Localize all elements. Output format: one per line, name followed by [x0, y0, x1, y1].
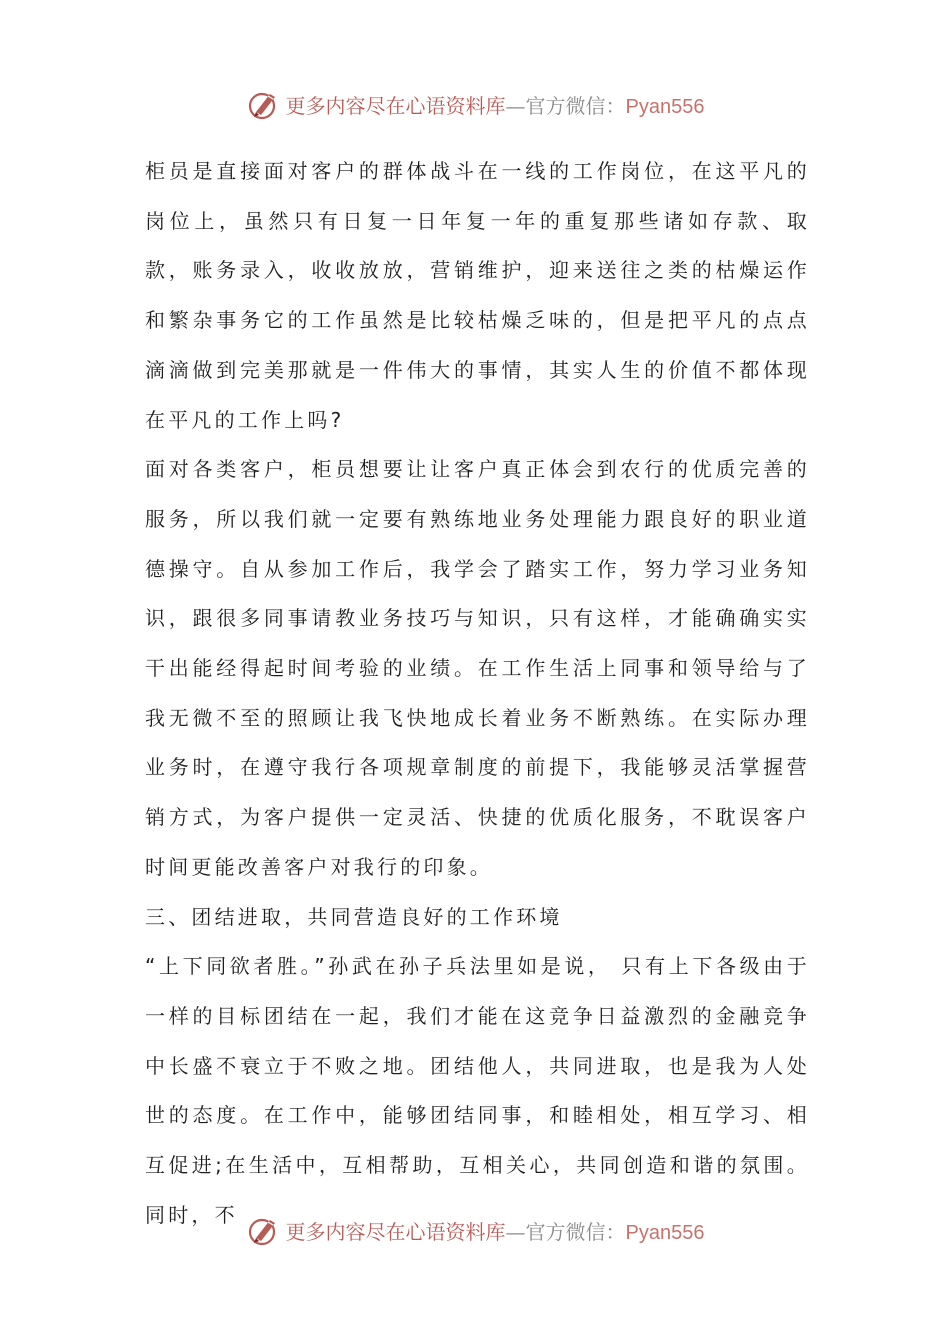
watermark-text: [286, 90, 705, 119]
document-body: [145, 147, 810, 1240]
watermark-text: [286, 1216, 705, 1245]
section-heading-teamwork: 三、团结进取，共同营造良好的工作环境: [145, 904, 563, 929]
watermark-label: —官方微信：: [505, 1219, 626, 1244]
footer-watermark-banner: [0, 1210, 950, 1250]
watermark-brand: 更多内容尽在心语资料库: [285, 93, 506, 118]
watermark-wechat-id: Pyan556: [625, 95, 705, 118]
watermark-brand: 更多内容尽在心语资料库: [285, 1219, 506, 1244]
pen-logo-icon: [246, 86, 282, 122]
watermark-wechat-id: Pyan556: [625, 1221, 705, 1244]
paragraph-teamwork: “上下同欲者胜。”孙武在孙子兵法里如是说， 只有上下各级由于一样的目标团结在一起，我们才能在这竞争日益激烈的金融竞争中长盛不衰立于不败之地。团结他人，共同进取，也是我为人处世的态度。在工作中，能够团结同事，和睦相处，相互学习、相互促进;在生活中，互相帮助，互相关心，共同创造和谐的氛围。同时，不: [145, 954, 810, 1227]
paragraph-teller-role: 柜员是直接面对客户的群体战斗在一线的工作岗位，在这平凡的岗位上，虽然只有日复一日年复一年的重复那些诸如存款、取款，账务录入，收收放放，营销维护，迎来送往之类的枯燥运作和繁杂事务它的工作虽然是比较枯燥乏味的，但是把平凡的点点滴滴做到完美那就是一件伟大的事情，其实人生的价值不都体现在平凡的工作上吗?: [145, 159, 810, 432]
paragraph-customer-service: 面对各类客户，柜员想要让让客户真正体会到农行的优质完善的服务，所以我们就一定要有熟练地业务处理能力跟良好的职业道德操守。自从参加工作后，我学会了踏实工作，努力学习业务知识，跟很多同事请教业务技巧与知识，只有这样，才能确确实实干出能经得起时间考验的业绩。在工作生活上同事和领导给与了我无微不至的照顾让我飞快地成长着业务不断熟练。在实际办理业务时，在遵守我行各项规章制度的前提下，我能够灵活掌握营销方式，为客户提供一定灵活、快捷的优质化服务，不耽误客户时间更能改善客户对我行的印象。: [145, 457, 810, 879]
header-watermark-banner: [0, 84, 950, 124]
pen-logo-icon: [246, 1212, 282, 1248]
watermark-label: —官方微信：: [505, 93, 626, 118]
